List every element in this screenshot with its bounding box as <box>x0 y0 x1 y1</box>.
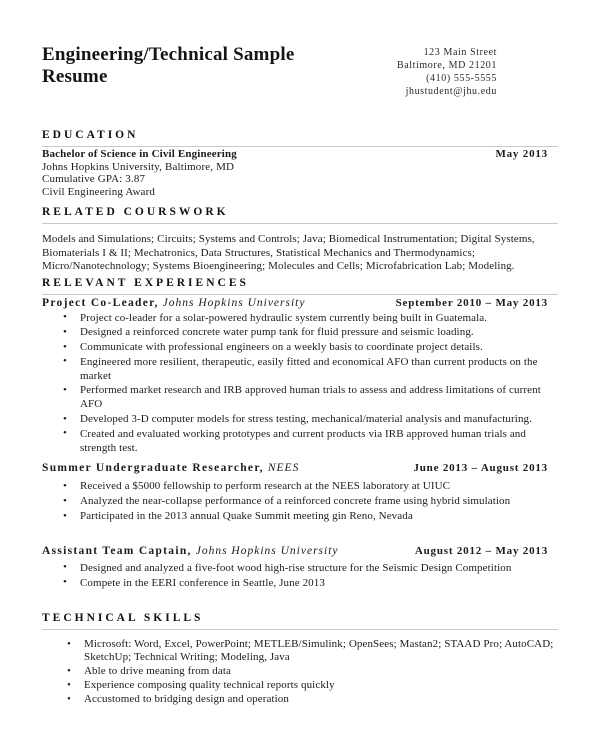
bullet-item: • Developed 3-D computer models for stress testing, mechanical/material analysis and manufacturing. <box>62 413 558 427</box>
job-project-co-leader <box>42 296 558 456</box>
job-title: Assistant Team Captain, <box>42 544 192 557</box>
education-degree-row <box>42 148 558 161</box>
education-date: May 2013 <box>495 148 548 160</box>
job-title: Project Co-Leader, <box>42 296 159 309</box>
job-date: August 2012 – May 2013 <box>414 544 548 557</box>
bullet-item: • Designed a reinforced concrete water pump tank for fluid pressure and seismic loading. <box>62 326 558 340</box>
job-org: NEES <box>267 462 300 475</box>
job-title-org <box>42 461 299 475</box>
contact-street: 123 Main Street <box>423 47 497 58</box>
bullet-item: • Communicate with professional engineers on a weekly basis to coordinate project details. <box>62 341 558 355</box>
skills-list <box>42 638 558 706</box>
resume-title: Engineering/Technical Sample Resume <box>42 44 295 87</box>
contact-email: jhustudent@jhu.edu <box>405 86 497 97</box>
contact-phone: (410) 555-5555 <box>426 73 497 84</box>
contact-city: Baltimore, MD 21201 <box>396 60 497 71</box>
job-assistant-captain <box>42 544 558 591</box>
job-header <box>42 461 558 475</box>
bullet-item: • Engineered more resilient, therapeutic, easily fitted and economical AFO than current products on the market <box>62 356 558 384</box>
section-coursework <box>42 206 558 274</box>
experiences-heading: RELEVANT EXPERIENCES <box>42 277 558 295</box>
coursework-text: Models and Simulations; Circuits; Systems and Controls; Java; Biomedical Instrumentation; Digital Systems, Biomaterials I & II; Mechatronics, Data Structures, Statistical Mechanics and Thermodynamics; Micro/Nanotechnology; Systems Bioengineering; Molecules and Cells; Microfabrication Lab; Modeling. <box>42 233 535 272</box>
coursework-heading: RELATED COURSWORK <box>42 206 558 224</box>
bullet-item: • Compete in the EERI conference in Seattle, June 2013 <box>62 577 558 591</box>
job-title-org <box>42 296 305 310</box>
bullet-item: • Created and evaluated working prototypes and current products via IRB approved human trials and strength test. <box>62 428 558 456</box>
job-title: Summer Undergraduate Researcher, <box>42 462 264 475</box>
bullet-item: • Project co-leader for a solar-powered hydraulic system currently being built in Guatemala. <box>62 312 558 326</box>
job-header <box>42 544 558 558</box>
bullet-item: • Able to drive meaning from data <box>66 665 558 678</box>
bullet-item: • Received a $5000 fellowship to perform research at the NEES laboratory at UIUC <box>62 480 558 494</box>
bullet-item: • Microsoft: Word, Excel, PowerPoint; METLEB/Simulink; OpenSees; Mastan2; STAAD Pro; AutoCAD; SketchUp; Technical Writing; Modeling, Java <box>66 638 558 664</box>
bullet-item: • Accustomed to bridging design and operation <box>66 693 558 706</box>
job-header <box>42 296 558 310</box>
section-skills <box>42 612 558 706</box>
bullet-item: • Participated in the 2013 annual Quake Summit meeting gin Reno, Nevada <box>62 510 558 524</box>
job-title-org <box>42 544 339 558</box>
job-date: June 2013 – August 2013 <box>413 462 548 475</box>
skills-heading: TECHNICAL SKILLS <box>42 612 558 630</box>
job-bullet-list <box>42 480 558 523</box>
education-body <box>42 148 558 198</box>
section-experiences <box>42 277 558 591</box>
job-bullet-list <box>42 312 558 456</box>
degree-name: Bachelor of Science in Civil Engineering <box>42 148 237 160</box>
job-org: Johns Hopkins University <box>195 544 339 557</box>
job-org: Johns Hopkins University <box>162 296 306 309</box>
job-date: September 2010 – May 2013 <box>395 296 548 309</box>
education-school: Johns Hopkins University, Baltimore, MD <box>42 160 235 173</box>
resume-header <box>42 44 558 98</box>
education-award: Civil Engineering Award <box>42 185 156 198</box>
job-summer-researcher <box>42 461 558 523</box>
bullet-item: • Performed market research and IRB approved human trials to assess and address limitations of current AFO <box>62 384 558 412</box>
contact-block <box>397 46 558 98</box>
bullet-item: • Designed and analyzed a five-foot wood high-rise structure for the Seismic Design Competition <box>62 562 558 576</box>
job-bullet-list <box>42 562 558 591</box>
education-heading: EDUCATION <box>42 129 558 147</box>
bullet-item: • Experience composing quality technical reports quickly <box>66 679 558 692</box>
bullet-item: • Analyzed the near-collapse performance of a reinforced concrete frame using hybrid simulation <box>62 495 558 509</box>
education-gpa: Cumulative GPA: 3.87 <box>42 173 146 185</box>
section-education <box>42 129 558 198</box>
